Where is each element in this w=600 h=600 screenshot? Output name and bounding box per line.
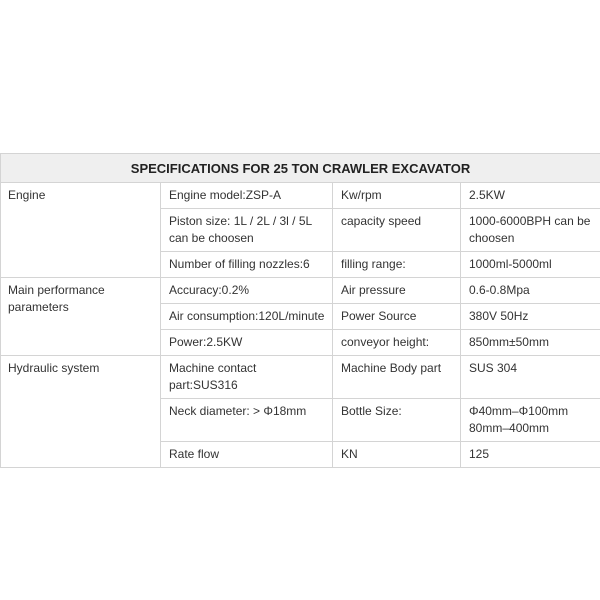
table-row — [1, 278, 600, 304]
table-row — [1, 356, 600, 399]
section-label-main-performance: Main performance parameters — [1, 278, 161, 356]
spec-name: Kw/rpm — [333, 183, 461, 209]
spec-value: 1000-6000BPH can be choosen — [461, 209, 600, 252]
spec-value: SUS 304 — [461, 356, 600, 399]
spec-name: conveyor height: — [333, 330, 461, 356]
spec-name: Power Source — [333, 304, 461, 330]
table-title: SPECIFICATIONS FOR 25 TON CRAWLER EXCAVATOR — [1, 154, 600, 183]
spec-name: Piston size: 1L / 2L / 3l / 5L can be choosen — [161, 209, 333, 252]
spec-value: 2.5KW — [461, 183, 600, 209]
spec-name: Engine model:ZSP-A — [161, 183, 333, 209]
spec-value: 850mm±50mm — [461, 330, 600, 356]
spec-name: Neck diameter: > Φ18mm — [161, 399, 333, 442]
spec-name: Machine Body part — [333, 356, 461, 399]
spec-name: Rate flow — [161, 442, 333, 468]
spec-name: Air pressure — [333, 278, 461, 304]
spec-name: filling range: — [333, 252, 461, 278]
section-label-engine: Engine — [1, 183, 161, 278]
spec-name: KN — [333, 442, 461, 468]
spec-name: Power:2.5KW — [161, 330, 333, 356]
spec-name: Air consumption:120L/minute — [161, 304, 333, 330]
section-label-hydraulic-system: Hydraulic system — [1, 356, 161, 468]
spec-value: Φ40mm–Φ100mm 80mm–400mm — [461, 399, 600, 442]
spec-name: Accuracy:0.2% — [161, 278, 333, 304]
spec-value: 0.6-0.8Mpa — [461, 278, 600, 304]
table-row — [1, 183, 600, 209]
spec-value: 380V 50Hz — [461, 304, 600, 330]
spec-name: Machine contact part:SUS316 — [161, 356, 333, 399]
spec-value: 1000ml-5000ml — [461, 252, 600, 278]
specifications-table — [0, 153, 600, 468]
spec-name: capacity speed — [333, 209, 461, 252]
spec-value: 125 — [461, 442, 600, 468]
spec-name: Bottle Size: — [333, 399, 461, 442]
spec-name: Number of filling nozzles:6 — [161, 252, 333, 278]
